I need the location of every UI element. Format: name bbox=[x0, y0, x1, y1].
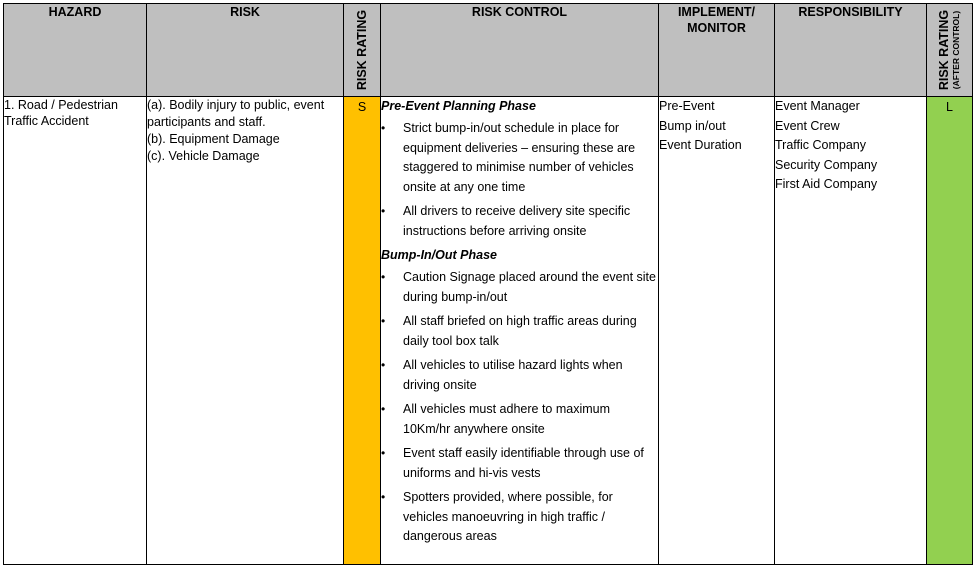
header-risk-rating-label: RISK RATING bbox=[355, 9, 369, 91]
implement-item: Event Duration bbox=[659, 138, 742, 152]
bullet-icon: • bbox=[381, 121, 386, 135]
risk-rating-cell bbox=[344, 97, 381, 565]
phase-title: Pre-Event Planning Phase bbox=[381, 99, 536, 113]
bullet-icon: • bbox=[381, 314, 386, 328]
implement-item: Pre-Event bbox=[659, 99, 715, 113]
header-risk: RISK bbox=[147, 4, 344, 97]
responsibility-cell bbox=[775, 97, 927, 565]
responsibility-item: Event Crew bbox=[775, 118, 840, 133]
control-item-text: Spotters provided, where possible, for vehicles manoeuvring in high traffic / dangerous areas bbox=[403, 490, 613, 543]
list-item bbox=[381, 202, 658, 241]
responsibility-item: First Aid Company bbox=[775, 177, 878, 191]
risk-rating-value: S bbox=[357, 100, 367, 114]
risk-item: (c). Vehicle Damage bbox=[147, 149, 260, 163]
bullet-icon: • bbox=[381, 402, 386, 416]
header-risk-rating-after-note: (AFTER CONTROL) bbox=[950, 10, 961, 90]
control-list bbox=[381, 119, 658, 241]
control-list bbox=[381, 268, 658, 547]
risk-cell bbox=[147, 97, 344, 565]
responsibility-item: Security Company bbox=[775, 157, 878, 172]
risk-item: (b). Equipment Damage bbox=[147, 132, 280, 146]
hazard-cell bbox=[4, 97, 147, 565]
control-item-text: Event staff easily identifiable through use of uniforms and hi-vis vests bbox=[403, 446, 644, 480]
control-item-text: Caution Signage placed around the event site during bump-in/out bbox=[403, 270, 656, 304]
header-risk-rating-after-label: RISK RATING bbox=[936, 9, 951, 91]
risk-control-cell bbox=[381, 97, 659, 565]
implement-item: Bump in/out bbox=[659, 118, 726, 133]
header-hazard: HAZARD bbox=[4, 4, 147, 97]
header-risk-rating bbox=[344, 4, 381, 97]
list-item bbox=[381, 312, 658, 351]
responsibility-item: Event Manager bbox=[775, 99, 860, 113]
bullet-icon: • bbox=[381, 446, 386, 460]
table-row bbox=[4, 97, 973, 565]
header-risk-rating-after bbox=[927, 4, 973, 97]
phase-title: Bump-In/Out Phase bbox=[381, 248, 497, 262]
risk-list bbox=[147, 97, 343, 165]
header-responsibility: RESPONSIBILITY bbox=[775, 4, 927, 97]
control-item-text: All vehicles to utilise hazard lights when driving onsite bbox=[403, 358, 623, 392]
risk-rating-after-value: L bbox=[946, 100, 953, 114]
header-row bbox=[4, 4, 973, 97]
list-item bbox=[381, 444, 658, 483]
list-item bbox=[381, 356, 658, 395]
control-item-text: All staff briefed on high traffic areas during daily tool box talk bbox=[403, 314, 637, 348]
responsibility-item: Traffic Company bbox=[775, 138, 867, 152]
list-item bbox=[381, 488, 658, 547]
bullet-icon: • bbox=[381, 204, 386, 218]
bullet-icon: • bbox=[381, 358, 386, 372]
control-item-text: Strict bump-in/out schedule in place for equipment deliveries – ensuring these are staggered to minimise number of vehicles onsite at any one time bbox=[403, 121, 636, 194]
list-item bbox=[381, 119, 658, 197]
header-implement-monitor: IMPLEMENT/ MONITOR bbox=[659, 4, 775, 97]
list-item bbox=[381, 400, 658, 439]
hazard-text: 1. Road / Pedestrian Traffic Accident bbox=[4, 98, 118, 128]
control-item-text: All vehicles must adhere to maximum 10Km/hr anywhere onsite bbox=[403, 402, 611, 436]
header-risk-control: RISK CONTROL bbox=[381, 4, 659, 97]
control-item-text: All drivers to receive delivery site specific instructions before arriving onsite bbox=[403, 204, 631, 238]
implement-monitor-cell bbox=[659, 97, 775, 565]
risk-item: (a). Bodily injury to public, event participants and staff. bbox=[147, 98, 325, 129]
risk-assessment-table bbox=[3, 3, 973, 565]
bullet-icon: • bbox=[381, 270, 386, 284]
bullet-icon: • bbox=[381, 490, 386, 504]
risk-rating-after-cell bbox=[927, 97, 973, 565]
list-item bbox=[381, 268, 658, 307]
